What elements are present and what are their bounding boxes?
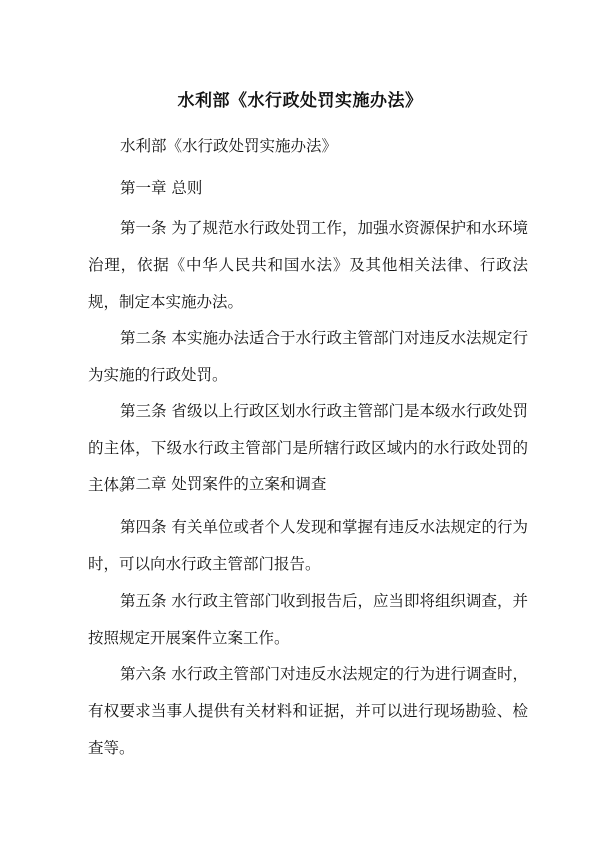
article-paragraph: 第五条 水行政主管部门收到报告后，应当即将组织调查，并按照规定开展案件立案工作。	[88, 592, 528, 647]
article-paragraph: 第二条 本实施办法适合于水行政主管部门对违反水法规定行为实施的行政处罚。	[88, 329, 528, 384]
subtitle-paragraph: 水利部《水行政处罚实施办法》	[120, 137, 338, 155]
chapter-heading: 第二章 处罚案件的立案和调查	[120, 475, 327, 493]
article-paragraph: 第六条 水行政主管部门对违反水法规定的行为进行调查时，有权要求当事人提供有关材料和证据，并可以进行现场勘验、检查等。	[88, 665, 528, 757]
article-paragraph: 第四条 有关单位或者个人发现和掌握有违反水法规定的行为时，可以向水行政主管部门报告。	[88, 518, 528, 573]
document-title: 水利部《水行政处罚实施办法》	[177, 91, 423, 111]
article-paragraph: 第一条 为了规范水行政处罚工作，加强水资源保护和水环境治理，依据《中华人民共和国水法》及其他相关法律、行政法规，制定本实施办法。	[88, 219, 528, 311]
chapter-heading: 第一章 总则	[120, 179, 203, 197]
article-paragraph: 第三条 省级以上行政区划水行政主管部门是本级水行政处罚的主体，下级水行政主管部门是所辖行政区域内的水行政处罚的主体。	[88, 402, 528, 494]
